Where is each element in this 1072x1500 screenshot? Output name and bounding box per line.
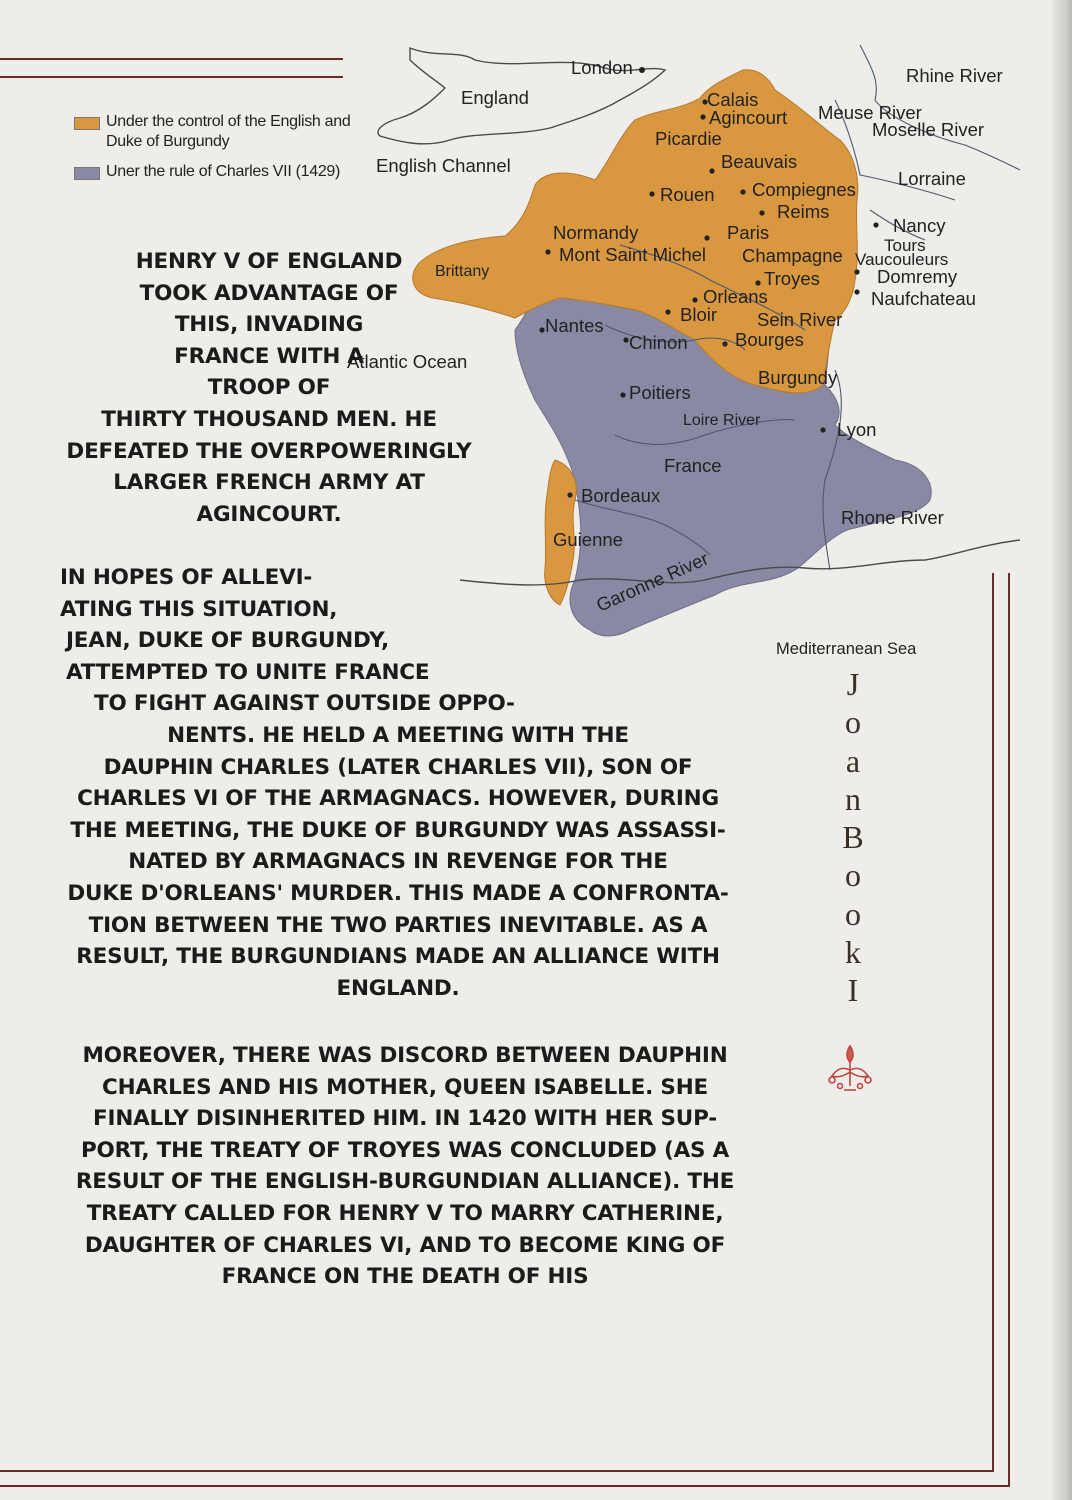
fleur-ornament-icon <box>822 1040 878 1096</box>
side-title-letter: a <box>845 742 861 779</box>
label-loire-river: Loire River <box>683 412 761 429</box>
label-domremy: Domremy <box>877 266 958 287</box>
legend-label: Under the control of the English and Duke of Burgundy <box>106 113 351 150</box>
legend-item-english-burgundy <box>74 112 376 152</box>
label-moselle-river: Moselle River <box>872 119 985 140</box>
text-line: PORT, THE TREATY OF TROYES WAS CONCLUDED (AS A <box>80 1137 730 1163</box>
side-title-letter: B <box>842 819 864 856</box>
page-edge-shadow <box>1052 0 1072 1500</box>
text-line: CHARLES AND HIS MOTHER, QUEEN ISABELLE. SHE <box>102 1074 708 1100</box>
text-line: RESULT OF THE ENGLISH-BURGUNDIAN ALLIANCE). THE <box>75 1169 735 1195</box>
label-bourges: Bourges <box>735 329 804 350</box>
label-agincourt: Agincourt <box>709 107 788 128</box>
text-line: CHARLES VI OF THE ARMAGNACS. HOWEVER, DURING <box>77 786 719 812</box>
text-line: FRANCE ON THE DEATH OF HIS <box>221 1264 589 1290</box>
legend-label: Uner the rule of Charles VII (1429) <box>106 163 341 180</box>
label-nantes: Nantes <box>545 315 604 336</box>
legend-swatch-english <box>74 117 100 130</box>
text-line: TROOP OF <box>207 375 331 401</box>
label-tours: Tours <box>884 236 926 255</box>
text-line: TO FIGHT AGAINST OUTSIDE OPPO- <box>94 691 515 717</box>
label-orleans: Orleans <box>703 286 768 307</box>
top-rule-2 <box>0 76 343 78</box>
text-line: FRANCE WITH A <box>174 343 364 369</box>
text-line: ENGLAND. <box>336 975 460 1001</box>
label-brittany: Brittany <box>435 263 490 280</box>
label-reims: Reims <box>777 201 830 222</box>
text-line: ATTEMPTED TO UNITE FRANCE <box>66 659 430 685</box>
text-line: THIRTY THOUSAND MEN. HE <box>101 406 437 432</box>
side-title-letter: J <box>846 666 860 702</box>
side-title-joan-book-i <box>835 665 871 1010</box>
label-nancy: Nancy <box>893 215 946 236</box>
label-troyes: Troyes <box>764 268 820 289</box>
text-line: ATING THIS SITUATION, <box>60 596 338 622</box>
text-line: RESULT, THE BURGUNDIANS MADE AN ALLIANCE WITH <box>76 944 720 970</box>
text-line: NATED BY ARMAGNACS IN REVENGE FOR THE <box>128 849 668 875</box>
label-england: England <box>461 87 529 108</box>
label-english-channel: English Channel <box>376 155 511 176</box>
side-title-letter: n <box>845 780 861 817</box>
label-mont-saint-michel: Mont Saint Michel <box>559 244 707 265</box>
label-poitiers: Poitiers <box>629 382 691 403</box>
text-line: HENRY V OF ENGLAND <box>135 249 403 274</box>
text-line: MOREOVER, THERE WAS DISCORD BETWEEN DAUPHIN <box>82 1043 728 1068</box>
side-title-letter: I <box>847 972 859 1009</box>
paragraph-henry-v <box>34 246 504 530</box>
text-line: TOOK ADVANTAGE OF <box>139 280 399 306</box>
label-picardie: Picardie <box>655 128 722 149</box>
label-london: London <box>571 57 633 78</box>
label-burgundy: Burgundy <box>758 367 838 388</box>
text-line: IN HOPES OF ALLEVI- <box>60 565 313 590</box>
map-legend <box>74 112 376 192</box>
label-bordeaux: Bordeaux <box>581 485 661 506</box>
text-line: AGINCOURT. <box>196 501 342 527</box>
top-rule-1 <box>0 58 343 60</box>
right-rule-2 <box>1008 573 1010 1487</box>
bottom-rule-2 <box>0 1485 1010 1487</box>
label-atlantic-ocean: Atlantic Ocean <box>347 351 468 372</box>
right-rule-1 <box>992 573 994 1472</box>
bottom-rule-1 <box>0 1470 993 1472</box>
text-line: LARGER FRENCH ARMY AT <box>113 470 425 496</box>
label-rhone-river: Rhone River <box>841 507 944 528</box>
label-calais: Calais <box>707 89 759 110</box>
label-vaucouleurs: Vaucouleurs <box>855 250 949 269</box>
label-normandy: Normandy <box>553 222 639 243</box>
text-line: DEFEATED THE OVERPOWERINGLY <box>66 438 472 464</box>
label-meuse-river: Meuse River <box>818 102 922 123</box>
legend-item-charles-vii <box>74 162 376 182</box>
paragraph-treaty-of-troyes <box>36 1040 774 1293</box>
label-beauvais: Beauvais <box>721 151 798 172</box>
text-line: TREATY CALLED FOR HENRY V TO MARRY CATHERINE, <box>86 1200 724 1226</box>
text-line: DUKE D'ORLEANS' MURDER. THIS MADE A CONFRONTA- <box>67 880 729 906</box>
label-rhine-river: Rhine River <box>906 65 1003 86</box>
label-france: France <box>664 455 722 476</box>
label-mediterranean-sea: Mediterranean Sea <box>776 640 917 658</box>
text-line: THIS, INVADING <box>174 312 364 338</box>
label-naufchateau: Naufchateau <box>871 288 976 309</box>
label-rouen: Rouen <box>660 184 715 205</box>
side-title-letter: o <box>845 704 861 741</box>
label-lorraine: Lorraine <box>898 168 966 189</box>
side-title-letter: o <box>845 895 861 932</box>
legend-swatch-charles <box>74 167 100 180</box>
label-lyon: Lyon <box>837 419 877 440</box>
text-line: FINALLY DISINHERITED HIM. IN 1420 WITH HER SUP- <box>93 1106 717 1132</box>
side-title-letter: o <box>845 857 861 894</box>
text-line: DAUPHIN CHARLES (LATER CHARLES VII), SON OF <box>103 754 693 780</box>
label-guienne: Guienne <box>553 529 623 550</box>
label-bloir: Bloir <box>680 304 718 325</box>
text-line: NENTS. HE HELD A MEETING WITH THE <box>167 722 629 748</box>
text-line: DAUGHTER OF CHARLES VI, AND TO BECOME KING OF <box>84 1232 726 1258</box>
label-compiegnes: Compiegnes <box>752 179 856 200</box>
label-chinon: Chinon <box>629 332 688 353</box>
label-sein-river: Sein River <box>757 309 843 330</box>
paragraph-duke-of-burgundy <box>36 562 760 1004</box>
side-title-letter: k <box>845 934 861 971</box>
label-paris: Paris <box>727 222 770 243</box>
label-garonne-river: Garonne River <box>593 547 712 616</box>
label-champagne: Champagne <box>742 245 843 266</box>
text-line: THE MEETING, THE DUKE OF BURGUNDY WAS ASSASSI- <box>70 817 726 843</box>
text-line: JEAN, DUKE OF BURGUNDY, <box>66 628 389 654</box>
text-line: TION BETWEEN THE TWO PARTIES INEVITABLE. AS A <box>88 912 708 938</box>
